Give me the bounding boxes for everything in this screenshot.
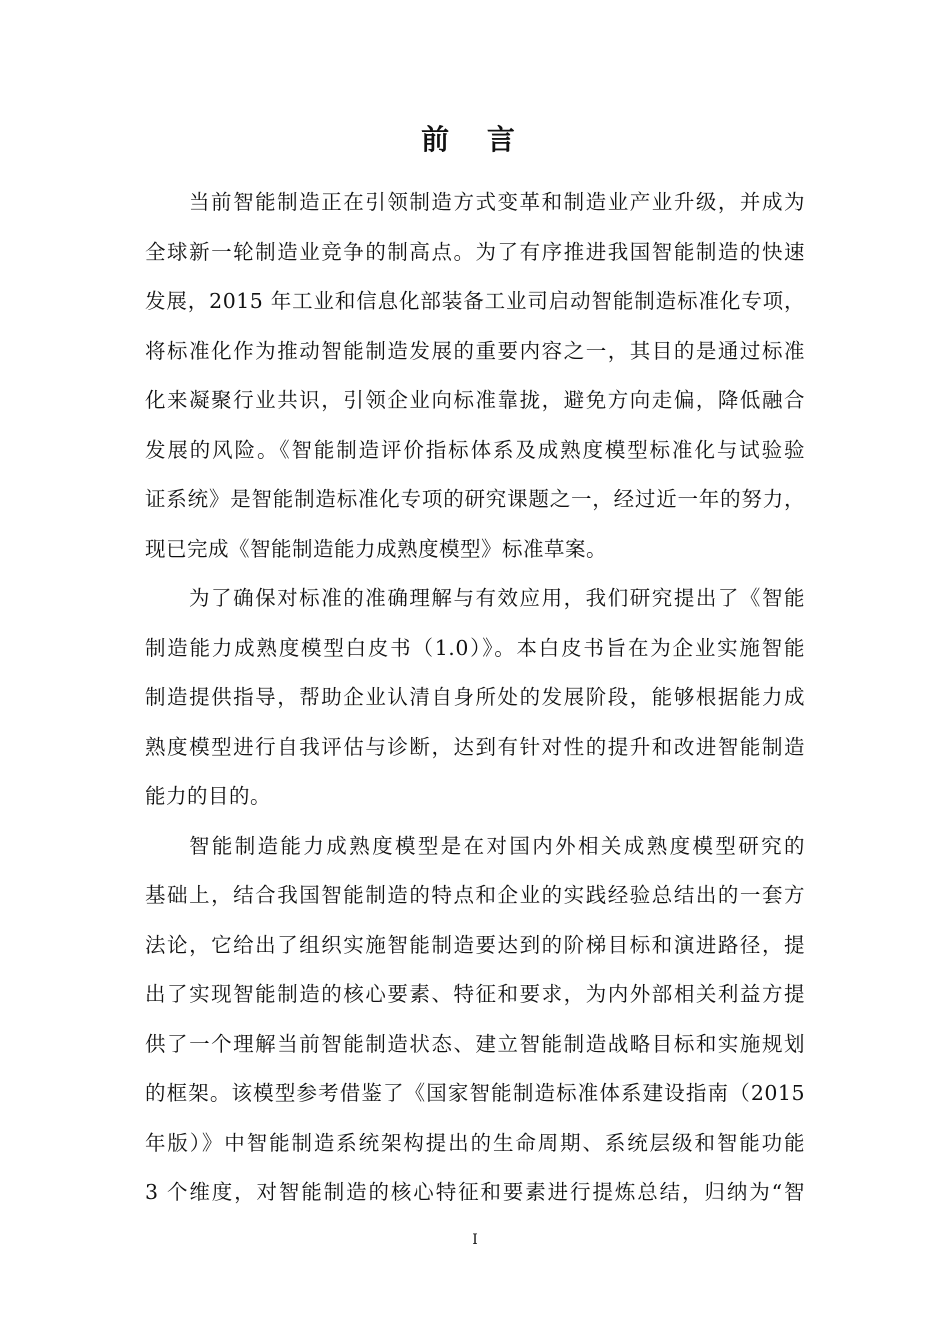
text-line: 能力的目的。: [145, 784, 271, 808]
text-line: 制造提供指导，帮助企业认清自身所处的发展阶段，能够根据能力成: [145, 685, 805, 709]
text-line: 智能制造能力成熟度模型是在对国内外相关成熟度模型研究的: [189, 833, 805, 858]
text-line: 供了一个理解当前智能制造状态、建立智能制造战略目标和实施规划: [145, 1031, 805, 1056]
text-line: 发展的风险。《智能制造评价指标体系及成熟度模型标准化与试验验: [145, 437, 805, 462]
text-line: 现已完成《智能制造能力成熟度模型》标准草案。: [145, 536, 607, 561]
text-line: 化来凝聚行业共识，引领企业向标准靠拢，避免方向走偏，降低融合: [145, 388, 805, 412]
paragraph-2: [145, 574, 805, 822]
text-line: 当前智能制造正在引领制造方式变革和制造业产业升级，并成为: [189, 190, 805, 214]
text-line: 全球新一轮制造业竞争的制高点。为了有序推进我国智能制造的快速: [145, 239, 805, 264]
text-line: 为了确保对标准的准确理解与有效应用，我们研究提出了《智能: [189, 586, 805, 610]
text-line: 熟度模型进行自我评估与诊断，达到有针对性的提升和改进智能制造: [145, 734, 805, 759]
text-line: 发展，2015 年工业和信息化部装备工业司启动智能制造标准化专项，: [145, 289, 805, 313]
text-line: 制造能力成熟度模型白皮书（1.0）》。本白皮书旨在为企业实施智能: [145, 635, 805, 660]
page-number: I: [472, 1232, 478, 1248]
text-line: 3 个维度，对智能制造的核心特征和要素进行提炼总结，归纳为“智: [145, 1180, 805, 1204]
page-title: 前 言: [421, 123, 529, 156]
text-line: 法论，它给出了组织实施智能制造要达到的阶梯目标和演进路径，提: [145, 932, 805, 957]
paragraph-3: [145, 822, 805, 1218]
text-line: 出了实现智能制造的核心要素、特征和要求，为内外部相关利益方提: [145, 982, 805, 1006]
paragraph-1: [145, 178, 805, 574]
text-line: 将标准化作为推动智能制造发展的重要内容之一，其目的是通过标准: [145, 338, 805, 363]
text-line: 的框架。该模型参考借鉴了《国家智能制造标准体系建设指南（2015: [145, 1081, 805, 1105]
body-text: [145, 178, 805, 1218]
text-line: 证系统》是智能制造标准化专项的研究课题之一，经过近一年的努力，: [145, 487, 805, 511]
text-line: 基础上，结合我国智能制造的特点和企业的实践经验总结出的一套方: [145, 883, 805, 907]
text-line: 年版）》中智能制造系统架构提出的生命周期、系统层级和智能功能: [145, 1130, 805, 1155]
